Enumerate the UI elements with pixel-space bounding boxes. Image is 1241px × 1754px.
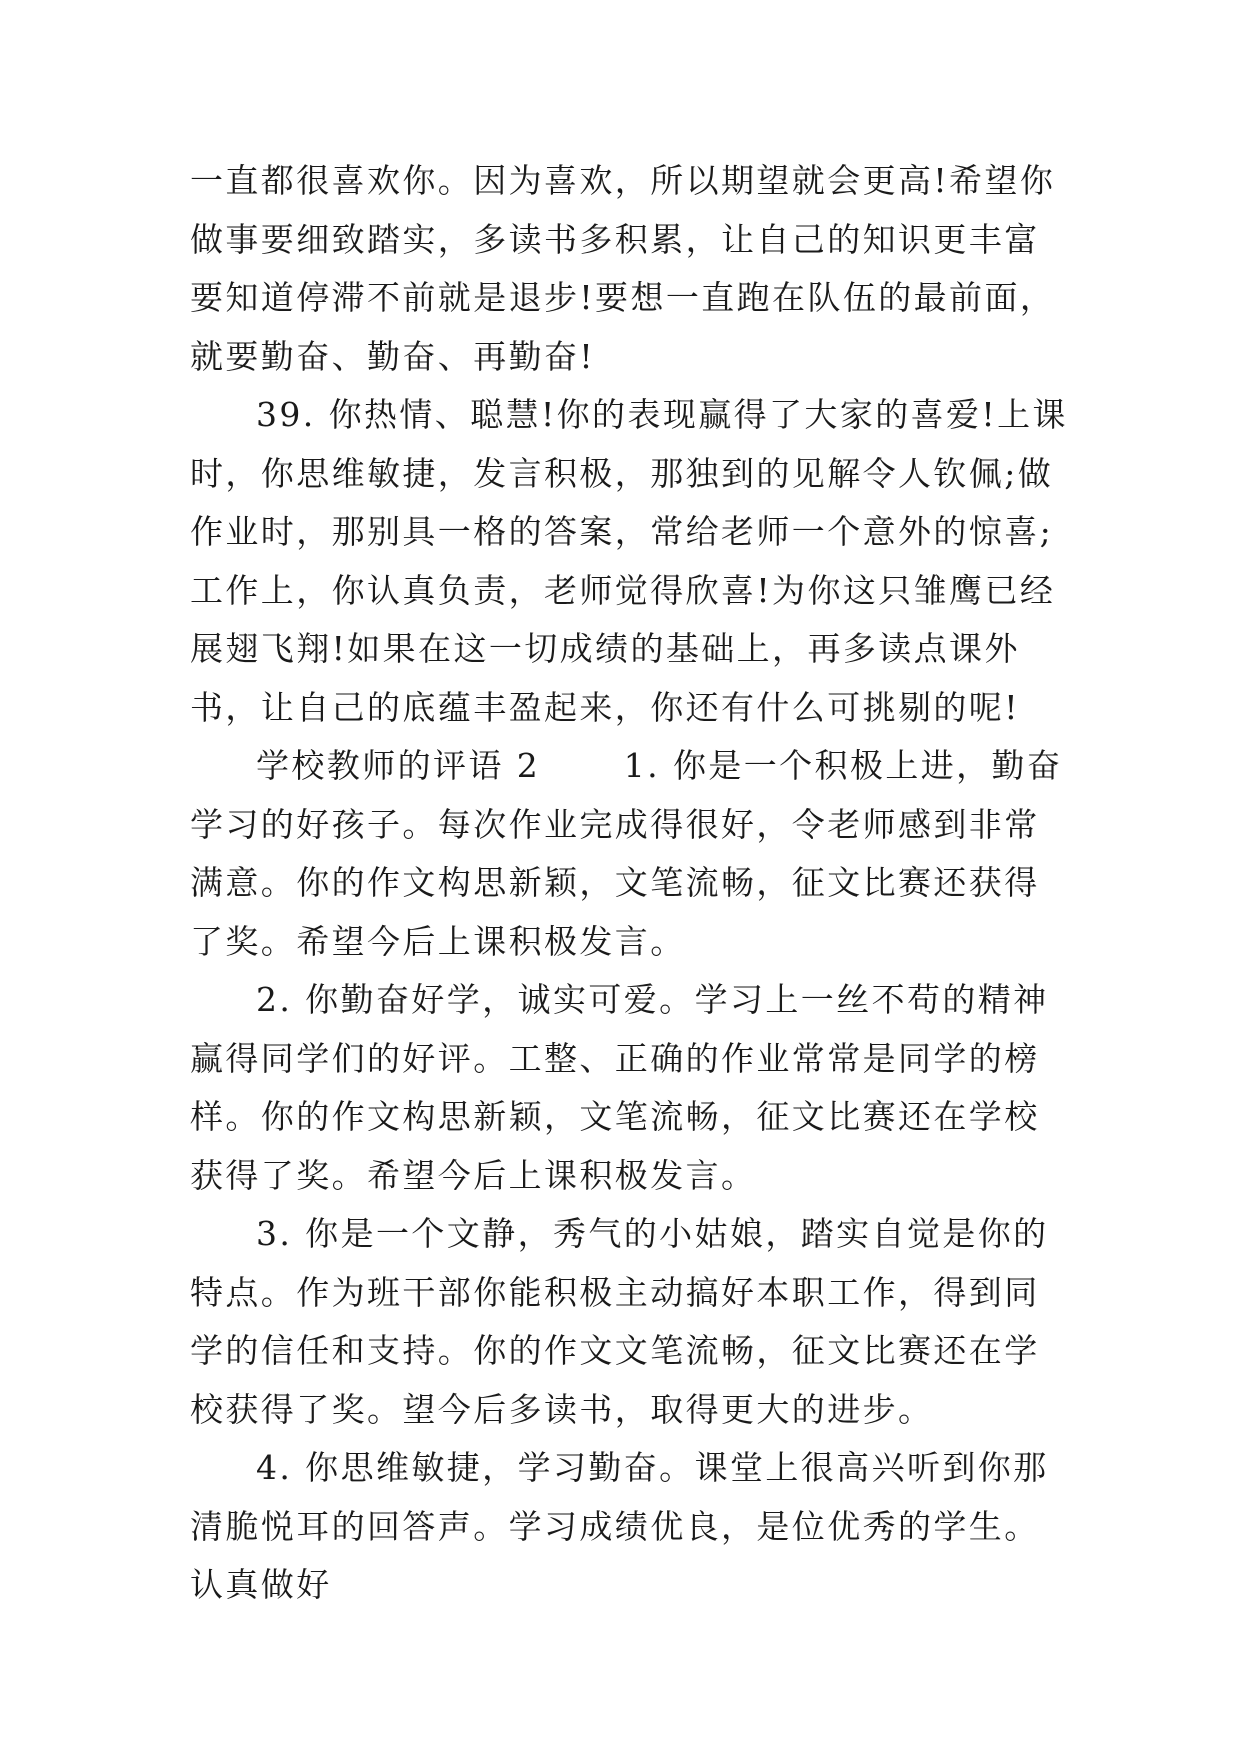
paragraph-comment-2: 2. 你勤奋好学，诚实可爱。学习上一丝不苟的精神赢得同学们的好评。工整、正确的作业常常是同学的榜样。你的作文构思新颖，文笔流畅，征文比赛还在学校获得了奖。希望今后上课积极发言。 [190,980,1049,1195]
document-body [190,152,1070,1615]
paragraph-continuation: 一直都很喜欢你。因为喜欢，所以期望就会更高!希望你做事要细致踏实，多读书多积累，让自己的知识更丰富要知道停滞不前就是退步!要想一直跑在队伍的最前面，就要勤奋、勤奋、再勤奋! [190,161,1056,376]
paragraph-comment-39: 39. 你热情、聪慧!你的表现赢得了大家的喜爱!上课时，你思维敏捷，发言积极，那独到的见解令人钦佩;做作业时，那别具一格的答案，常给老师一个意外的惊喜;工作上，你认真负责，老师觉得欣喜!为你这只雏鹰已经展翅飞翔!如果在这一切成绩的基础上，再多读点课外书，让自己的底蕴丰盈起来，你还有什么可挑剔的呢! [190,395,1068,727]
paragraph-comment-3: 3. 你是一个文静，秀气的小姑娘，踏实自觉是你的特点。作为班干部你能积极主动搞好本职工作，得到同学的信任和支持。你的作文文笔流畅，征文比赛还在学校获得了奖。望今后多读书，取得更大的进步。 [190,1214,1049,1429]
paragraph-section-2-comment-1: 学校教师的评语 2 1. 你是一个积极上进，勤奋学习的好孩子。每次作业完成得很好，令老师感到非常满意。你的作文构思新颖，文笔流畅，征文比赛还获得了奖。希望今后上课积极发言。 [190,746,1063,961]
paragraph-comment-4: 4. 你思维敏捷，学习勤奋。课堂上很高兴听到你那清脆悦耳的回答声。学习成绩优良，是位优秀的学生。认真做好 [190,1448,1049,1604]
